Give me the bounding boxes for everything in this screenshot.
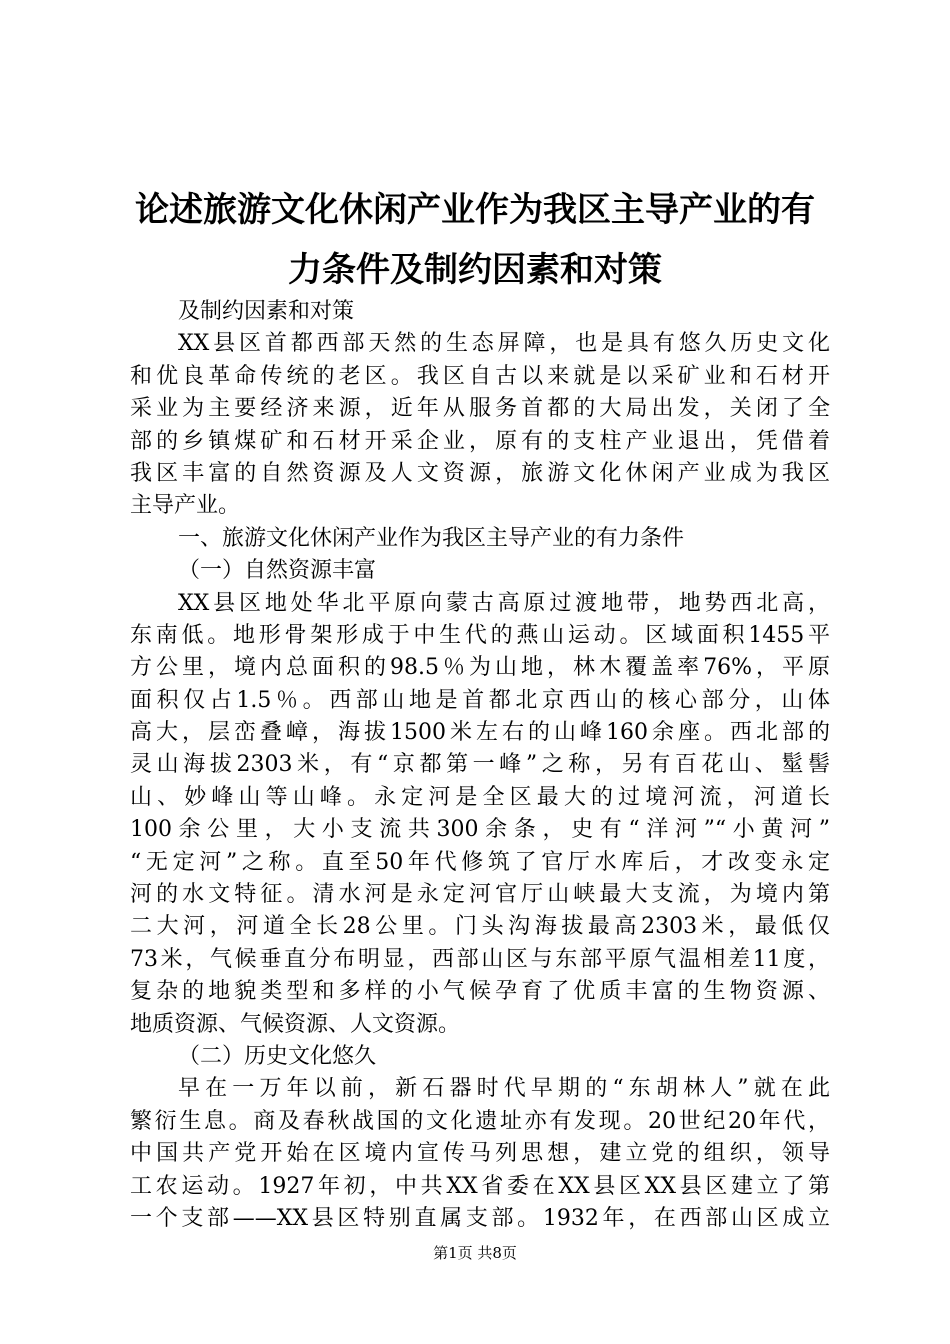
text-line: 及制约因素和对策 xyxy=(178,299,355,324)
text-line: 灵山海拔2303米，有“京都第一峰”之称，另有百花山、髽髻 xyxy=(130,752,830,778)
text-line: XX县区地处华北平原向蒙古高原过渡地带，地势西北高， xyxy=(178,590,830,616)
text-line: 二大河，河道全长28公里。门头沟海拔最高2303米，最低仅 xyxy=(130,914,830,940)
text-line: 东南低。地形骨架形成于中生代的燕山运动。区域面积1455平 xyxy=(130,622,830,648)
document-title xyxy=(110,180,840,300)
text-line: 高大，层峦叠嶂，海拔1500米左右的山峰160余座。西北部的 xyxy=(130,720,830,746)
text-line: 中国共产党开始在区境内宣传马列思想，建立党的组织，领导 xyxy=(130,1141,830,1167)
text-line: 地质资源、气候资源、人文资源。 xyxy=(130,1011,461,1037)
text-line: 山、妙峰山等山峰。永定河是全区最大的过境河流，河道长 xyxy=(130,784,830,810)
title-line-1: 论述旅游文化休闲产业作为我区主导产业的有 xyxy=(135,190,815,230)
text-line: 100余公里，大小支流共300余条，史有“洋河”“小黄河” xyxy=(130,817,830,843)
text-line: 73米，气候垂直分布明显，西部山区与东部平原气温相差11度， xyxy=(130,946,830,972)
text-line: 我区丰富的自然资源及人文资源，旅游文化休闲产业成为我区 xyxy=(130,460,830,486)
text-line: 部的乡镇煤矿和石材开采企业，原有的支柱产业退出，凭借着 xyxy=(130,428,830,454)
text-line: 方公里，境内总面积的98.5％为山地，林木覆盖率76%，平原 xyxy=(130,655,830,681)
text-line: 主导产业。 xyxy=(130,493,241,519)
text-line: XX县区首都西部天然的生态屏障，也是具有悠久历史文化 xyxy=(178,331,830,357)
text-line: 繁衍生息。商及春秋战国的文化遗址亦有发现。20世纪20年代， xyxy=(130,1108,830,1134)
document-body xyxy=(130,296,830,1235)
text-line: “无定河”之称。直至50年代修筑了官厅水库后，才改变永定 xyxy=(130,849,830,875)
page-footer: 第1页 共8页 xyxy=(433,1244,517,1262)
title-line-2: 力条件及制约因素和对策 xyxy=(288,250,662,290)
text-line: 一个支部——XX县区特别直属支部。1932年，在西部山区成立 xyxy=(130,1205,830,1231)
text-line: 河的水文特征。清水河是永定河官厅山峡最大支流，为境内第 xyxy=(130,882,830,908)
text-line: 采业为主要经济来源，近年从服务首都的大局出发，关闭了全 xyxy=(130,396,830,422)
text-line: 面积仅占1.5％。西部山地是首都北京西山的核心部分，山体 xyxy=(130,687,830,713)
text-line: 和优良革命传统的老区。我区自古以来就是以采矿业和石材开 xyxy=(130,363,830,389)
text-line: （一）自然资源丰富 xyxy=(178,558,377,584)
text-line: 工农运动。1927年初，中共XX省委在XX县区XX县区建立了第 xyxy=(130,1173,830,1199)
text-line: 早在一万年以前，新石器时代早期的“东胡林人”就在此 xyxy=(178,1076,830,1102)
text-line: 复杂的地貌类型和多样的小气候孕育了优质丰富的生物资源、 xyxy=(130,979,830,1005)
text-line: （二）历史文化悠久 xyxy=(178,1043,377,1069)
text-line: 一、旅游文化休闲产业作为我区主导产业的有力条件 xyxy=(178,525,685,551)
